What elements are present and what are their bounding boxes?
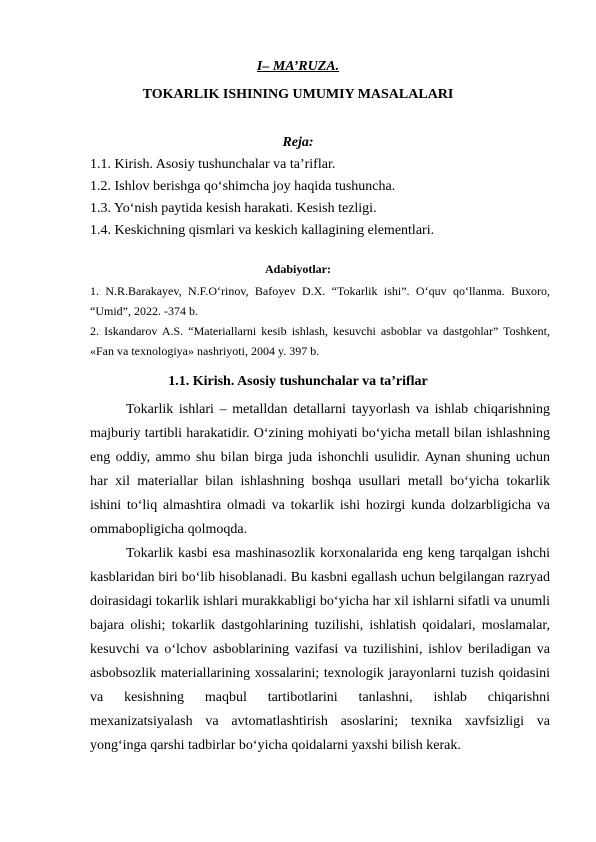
plan-title: Reja:	[282, 135, 314, 150]
plan-item: 1.1. Kirish. Asosiy tushunchalar va ta’riflar.	[90, 157, 336, 172]
body-paragraph: Tokarlik ishlari – metalldan detallarni tayyorlash va ishlab chiqarishning majburiy tartibli harakatidir. O‘zining mohiyati bo‘yicha metall bilan ishlashning eng oddiy, ammo shu bilan birga juda ishonchli usulidir. Aynan shuning uchun har xil materiallar bilan ishlashning boshqa usullari metall bo‘yicha tokarlik ishini to‘liq almashtira olmadi va tokarlik ishi hozirgi kunda dolzarbligicha va ommabopligicha qolmoqda.	[90, 402, 550, 537]
references-title: Adabiyotlar:	[265, 262, 331, 276]
section-heading: 1.1. Kirish. Asosiy tushunchalar va ta’riflar	[168, 374, 428, 389]
section-body	[90, 398, 550, 758]
lecture-number: I– MA’RUZA.	[256, 59, 340, 74]
body-paragraph: Tokarlik kasbi esa mashinasozlik korxonalarida eng keng tarqalgan ishchi kasblaridan biri bo‘lib hisoblanadi. Bu kasbni egallash uchun belgilangan razryad doirasidagi tokarlik ishlari murakkabligi bo‘yicha har xil ishlarni sifatli va unumli bajara olishi; tokarlik dastgohlarining tuzilishi, ishlatish qoidalari, moslamalar, kesuvchi va o‘lchov asboblarining vazifasi va tuzilishini, ishlov beriladigan va asbobsozlik materiallarining xossalarini; texnologik jarayonlarni tuzish qoidasini va kesishning maqbul tartibotlarini tanlashni, ishlab chiqarishni mexanizatsiyalash va avtomatlashtirish asoslarini; texnika xavfsizligi va yong‘inga qarshi tadbirlar bo‘yicha qoidalarni yaxshi bilish kerak.	[90, 546, 550, 753]
lecture-title: TOKARLIK ISHINING UMUMIY MASALALARI	[142, 87, 454, 102]
plan-item: 1.4. Keskichning qismlari va keskich kallagining elementlari.	[90, 223, 435, 238]
reference-item: 2. Iskandarov A.S. “Materiallarni kesib ishlash, kesuvchi asboblar va dastgohlar” Toshkent, «Fan va texnologiya» nashriyoti, 2004 y. 397 b.	[90, 324, 550, 358]
references-list	[90, 281, 550, 361]
plan-item: 1.3. Yo‘nish paytida kesish harakati. Kesish tezligi.	[90, 201, 377, 216]
plan-list	[90, 154, 550, 242]
plan-item: 1.2. Ishlov berishga qo‘shimcha joy haqida tushuncha.	[90, 179, 396, 194]
reference-item: 1. N.R.Barakayev, N.F.O‘rinov, Bafoyev D.X. “Tokarlik ishi”. O‘quv qo‘llanma. Buxoro, “Umid”, 2022. -374 b.	[90, 284, 550, 318]
